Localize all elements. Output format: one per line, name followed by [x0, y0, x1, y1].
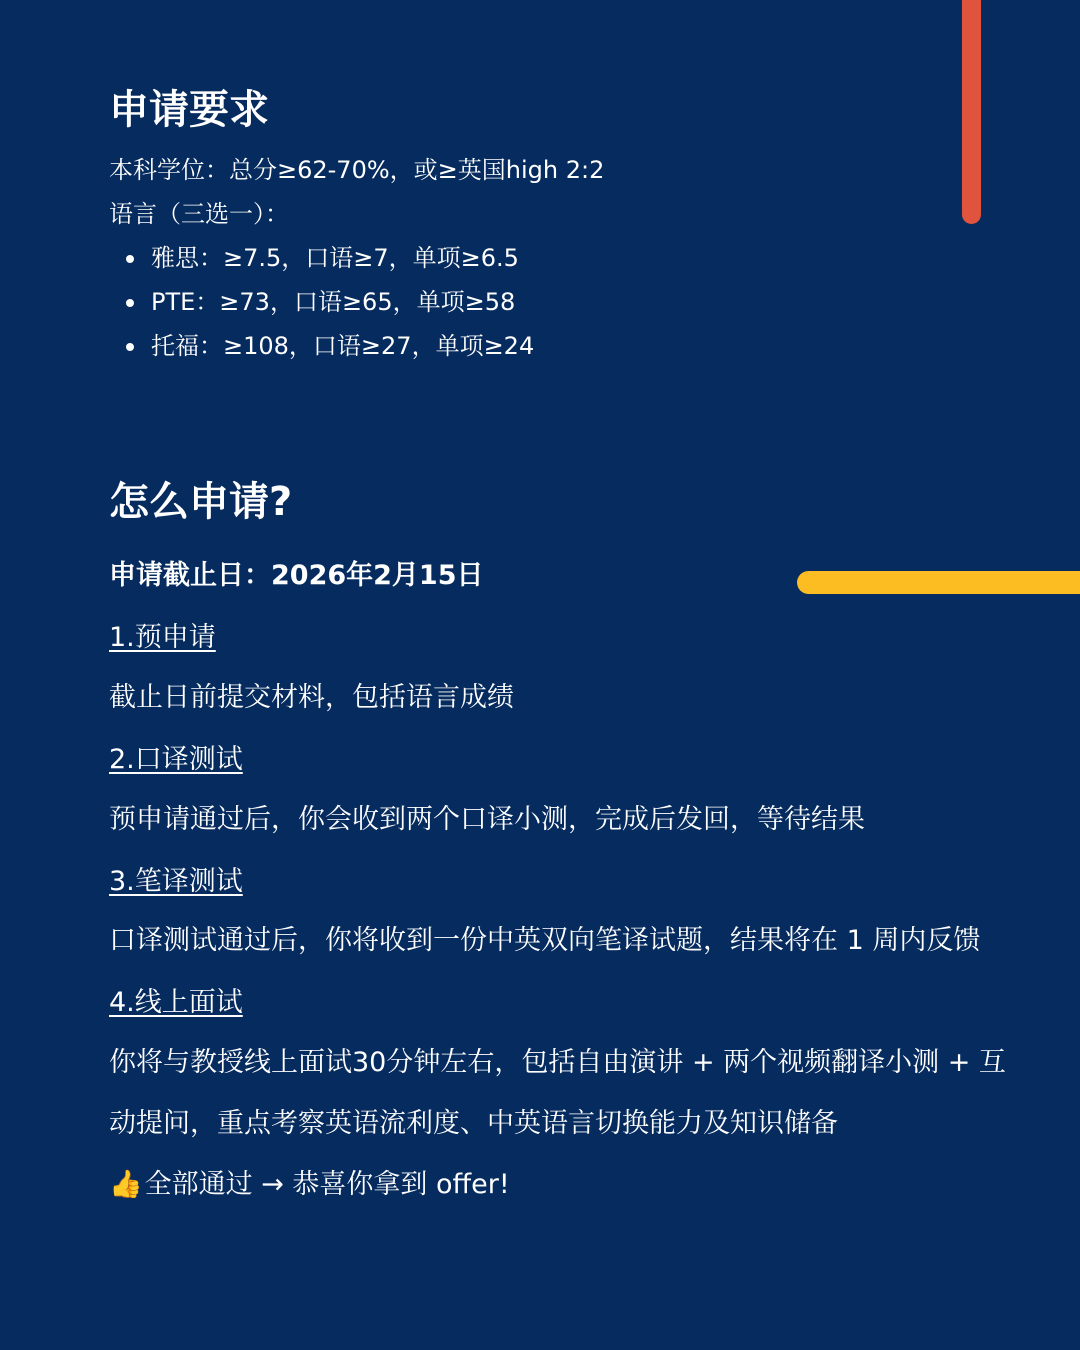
step-1-title[interactable]: 1.预申请 [109, 622, 216, 653]
step-4-title[interactable]: 4.线上面试 [109, 987, 243, 1018]
decorative-yellow-bar [797, 571, 1080, 594]
step-3-title[interactable]: 3.笔译测试 [109, 866, 243, 897]
thumbs-up-icon: 👍 [109, 1169, 143, 1200]
step-2-description: 预申请通过后，你会收到两个口译小测，完成后发回，等待结果 [109, 804, 865, 835]
step-2-title[interactable]: 2.口译测试 [109, 744, 243, 775]
language-option-toefl: 托福：≥108，口语≥27，单项≥24 [109, 328, 534, 372]
application-deadline: 申请截止日：2026年2月15日 [109, 560, 484, 591]
step-3-description: 口译测试通过后，你将收到一份中英双向笔译试题，结果将在 1 周内反馈 [109, 925, 981, 956]
language-option-pte: PTE：≥73，口语≥65，单项≥58 [109, 284, 534, 328]
requirements-heading: 申请要求 [109, 87, 269, 133]
how-to-apply-heading: 怎么申请? [109, 479, 293, 525]
step-4-description-line-2: 动提问，重点考察英语流利度、中英语言切换能力及知识储备 [109, 1108, 838, 1139]
language-option-ielts: 雅思：≥7.5，口语≥7，单项≥6.5 [109, 240, 534, 284]
language-requirement-intro: 语言（三选一）： [109, 200, 289, 228]
final-result [109, 1167, 510, 1203]
decorative-red-bar [962, 0, 981, 224]
step-1-description: 截止日前提交材料，包括语言成绩 [109, 682, 514, 713]
step-4-description-line-1: 你将与教授线上面试30分钟左右，包括自由演讲 + 两个视频翻译小测 + 互 [109, 1047, 1006, 1078]
final-result-text: 全部通过 → 恭喜你拿到 offer! [144, 1169, 510, 1200]
degree-requirement: 本科学位：总分≥62-70%，或≥英国high 2:2 [109, 156, 605, 184]
language-options-list [109, 240, 534, 372]
